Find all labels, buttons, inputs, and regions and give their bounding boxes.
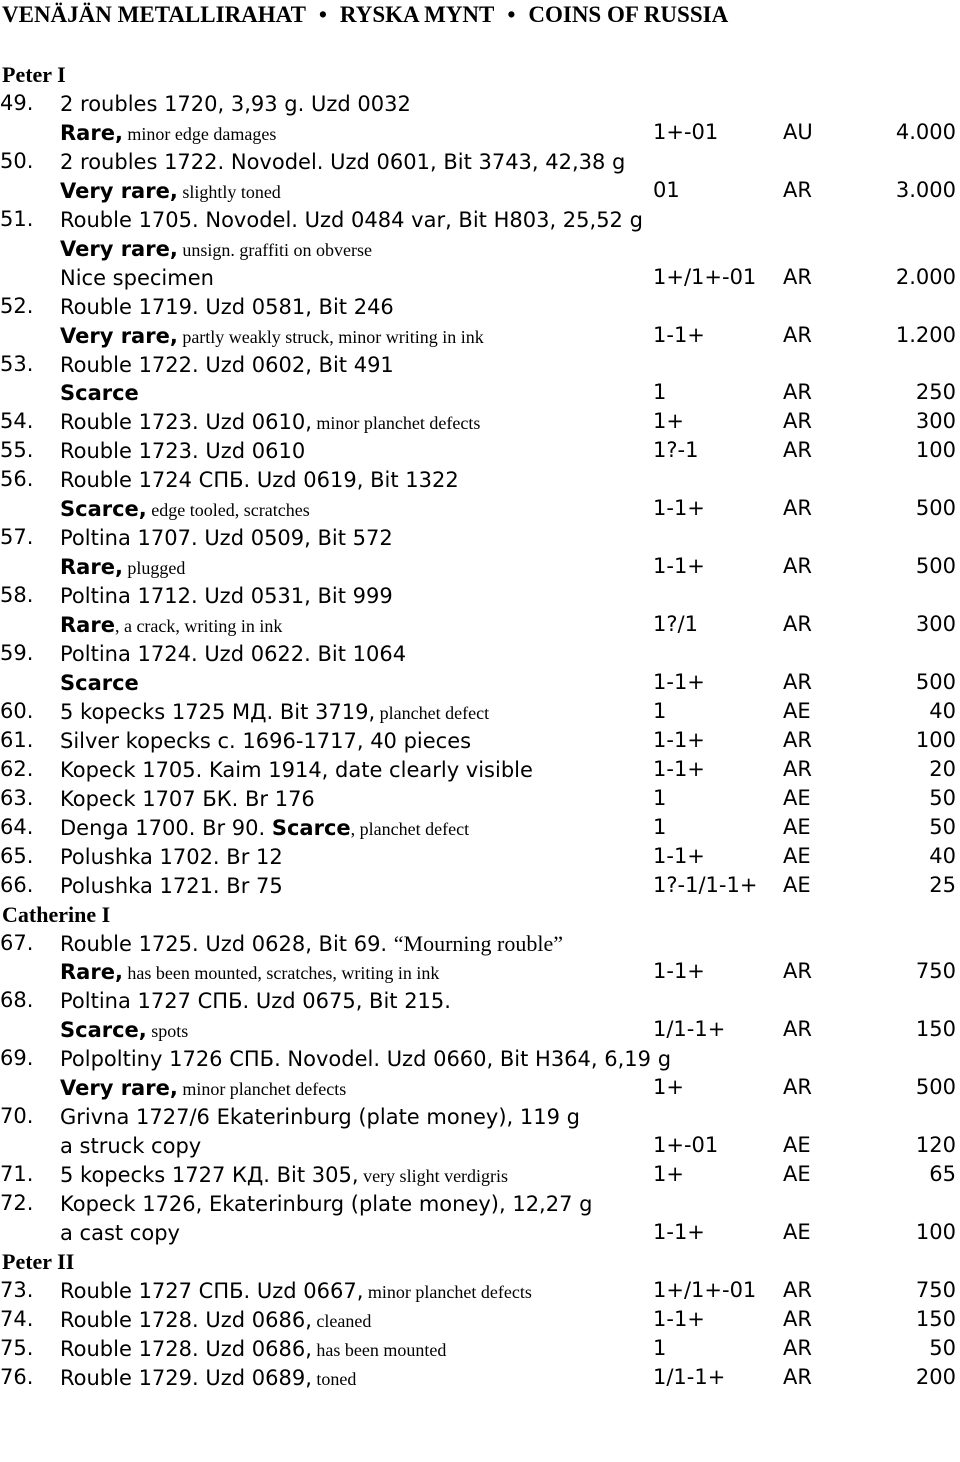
condition-note: edge tooled, scratches [146, 500, 310, 521]
lot-description [60, 407, 480, 438]
lot-metal: AR [783, 264, 812, 289]
lot-grade: 1-1+ [653, 756, 705, 781]
lot-description [60, 234, 372, 265]
lot-metal: AE [783, 872, 811, 897]
rarity-label: Scarce [271, 815, 351, 840]
lot-metal: AR [783, 177, 812, 202]
lot-row [0, 1363, 960, 1392]
lot-continuation-row [0, 494, 960, 523]
lot-number: 69. [0, 1046, 34, 1071]
lot-price: 40 [929, 698, 956, 723]
lot-description [60, 552, 185, 583]
lot-price: 250 [915, 380, 956, 405]
lot-number: 70. [0, 1104, 34, 1129]
lot-description [60, 1044, 671, 1074]
lot-description [60, 147, 625, 177]
lot-row [0, 1334, 960, 1363]
rarity-label: Rare, [60, 555, 123, 580]
lot-grade: 1-1+ [653, 496, 705, 521]
lot-price: 750 [915, 959, 956, 984]
lot-price: 750 [915, 1277, 956, 1302]
lot-number: 54. [0, 409, 34, 434]
lot-metal: AE [783, 698, 811, 723]
description-text: Rouble 1728. Uzd 0686, [60, 1336, 312, 1361]
description-text: Rouble 1727 СПБ. Uzd 0667, [60, 1278, 364, 1303]
description-text: Poltina 1724. Uzd 0622. Bit 1064 [60, 642, 407, 666]
lot-description [60, 957, 439, 988]
lot-grade: 1 [653, 814, 667, 839]
lot-continuation-row [0, 957, 960, 986]
description-text: Poltina 1712. Uzd 0531, Bit 999 [60, 584, 393, 609]
lot-price: 65 [929, 1162, 956, 1187]
lot-price: 500 [915, 1075, 956, 1100]
lot-continuation-row [0, 321, 960, 350]
lot-description [60, 1160, 508, 1191]
lot-metal: AE [783, 843, 811, 868]
lot-continuation-row [0, 234, 960, 263]
lot-description [60, 1073, 346, 1104]
lot-metal: AR [783, 756, 812, 781]
lot-row [0, 813, 960, 842]
lot-number: 56. [0, 467, 34, 492]
lot-grade: 01 [653, 177, 680, 202]
lot-grade: 1-1+ [653, 554, 705, 579]
section-heading [0, 60, 960, 89]
lot-metal: AE [783, 814, 811, 839]
lot-price: 500 [915, 554, 956, 579]
lot-price: 4.000 [895, 119, 956, 144]
lot-grade: 1-1+ [653, 727, 705, 752]
lot-price: 500 [915, 496, 956, 521]
lot-description [60, 378, 139, 408]
condition-note: has been mounted [311, 1339, 447, 1360]
description-text: Rouble 1724 СПБ. Uzd 0619, Bit 1322 [60, 468, 459, 493]
section-title: Peter I [2, 62, 66, 87]
lot-price: 50 [929, 814, 956, 839]
lot-description [60, 1218, 180, 1248]
lot-description [60, 1102, 580, 1132]
lot-metal: AR [783, 1335, 812, 1360]
lot-number: 76. [0, 1364, 34, 1389]
lot-number: 66. [0, 872, 34, 897]
lot-number: 75. [0, 1335, 34, 1360]
lot-grade: 1-1+ [653, 669, 705, 694]
description-text: 2 roubles 1720, 3,93 g. Uzd 0032 [60, 91, 411, 116]
lot-number: 59. [0, 641, 34, 665]
rarity-label: Very rare, [60, 1076, 178, 1101]
lot-description [60, 842, 283, 872]
lot-row [0, 755, 960, 784]
lot-row [0, 871, 960, 900]
description-text: a struck copy [60, 1134, 202, 1159]
lot-description [60, 494, 310, 525]
condition-note: spots [146, 1021, 189, 1042]
lot-grade: 1 [653, 1335, 667, 1360]
lot-row [0, 1305, 960, 1334]
lot-row [0, 407, 960, 436]
lot-grade: 1 [653, 380, 667, 405]
condition-note: minor planchet defects [177, 1079, 347, 1100]
lot-price: 1.200 [895, 322, 956, 347]
lot-price: 50 [929, 785, 956, 810]
section-heading [0, 900, 960, 929]
lot-number: 72. [0, 1191, 34, 1216]
rarity-label: Scarce [60, 670, 139, 695]
section-title: Peter II [2, 1248, 75, 1274]
description-text: Kopeck 1707 БК. Br 176 [60, 786, 315, 811]
lot-description [60, 523, 393, 553]
description-text: Rouble 1728. Uzd 0686, [60, 1307, 312, 1332]
lot-description [60, 697, 489, 728]
lot-row [0, 986, 960, 1015]
lot-description [60, 89, 411, 119]
lot-description [60, 321, 484, 352]
lot-price: 50 [929, 1335, 956, 1360]
lot-metal: AR [783, 438, 812, 463]
section-title: Catherine I [2, 901, 111, 927]
description-text: Rouble 1723. Uzd 0610, [60, 410, 312, 435]
lot-row [0, 350, 960, 379]
lot-continuation-row [0, 1218, 960, 1247]
lot-metal: AR [783, 1364, 812, 1389]
lot-number: 62. [0, 756, 34, 781]
description-text: Rouble 1725. Uzd 0628, Bit 69. [60, 931, 394, 956]
condition-note: partly weakly struck, minor writing in ink [177, 326, 484, 347]
title-separator: • [507, 2, 516, 27]
lot-price: 100 [915, 438, 956, 463]
lot-continuation-row [0, 378, 960, 407]
lot-description [60, 929, 563, 959]
lot-grade: 1+ [653, 409, 684, 434]
description-text: Kopeck 1705. Kaim 1914, date clearly visible [60, 757, 533, 782]
lot-metal: AR [783, 1306, 812, 1331]
section-heading [0, 1247, 960, 1276]
description-text: Polushka 1702. Br 12 [60, 844, 283, 869]
lot-number: 57. [0, 525, 34, 550]
lot-metal: AE [783, 1133, 811, 1158]
description-text: Polushka 1721. Br 75 [60, 873, 283, 898]
lot-description [60, 755, 533, 785]
lot-row [0, 292, 960, 321]
description-text: 2 roubles 1722. Novodel. Uzd 0601, Bit 3743, 42,38 g [60, 149, 626, 174]
lot-price: 150 [915, 1017, 956, 1042]
lot-number: 61. [0, 727, 34, 752]
lot-row [0, 842, 960, 871]
lot-grade: 1-1+ [653, 843, 705, 868]
rarity-label: Scarce [60, 381, 139, 406]
lot-row [0, 465, 960, 494]
description-text: Rouble 1719. Uzd 0581, Bit 246 [60, 294, 394, 319]
lot-metal: AE [783, 1162, 811, 1187]
condition-note: minor planchet defects [311, 413, 481, 434]
lot-metal: AR [783, 1277, 812, 1302]
lot-price: 3.000 [895, 177, 956, 202]
rarity-label: Rare, [60, 960, 123, 985]
description-text: 5 kopecks 1725 МД. Bit 3719, [60, 699, 376, 724]
lot-row [0, 89, 960, 118]
lot-grade: 1/1-1+ [653, 1364, 726, 1389]
lot-description [60, 1334, 446, 1365]
lot-number: 53. [0, 351, 34, 376]
rarity-label: Very rare, [60, 323, 178, 348]
lot-row [0, 697, 960, 726]
lot-number: 71. [0, 1162, 34, 1187]
lot-grade: 1+-01 [653, 119, 719, 144]
description-text: “Mourning rouble” [393, 930, 564, 956]
description-text: Rouble 1722. Uzd 0602, Bit 491 [60, 352, 394, 377]
lot-description [60, 610, 282, 641]
condition-note: , planchet defect [350, 818, 470, 839]
lot-row [0, 726, 960, 755]
description-text: Nice specimen [60, 265, 214, 290]
title-part: RYSKA MYNT [339, 2, 495, 27]
description-text: Denga 1700. Br 90. [60, 815, 272, 840]
lot-description [60, 784, 315, 814]
lot-metal: AR [783, 669, 812, 694]
condition-note: has been mounted, scratches, writing in ink [122, 963, 440, 984]
lot-grade: 1 [653, 785, 667, 810]
lot-row [0, 147, 960, 176]
lot-number: 63. [0, 785, 34, 810]
lot-number: 74. [0, 1306, 34, 1331]
lot-row [0, 1044, 960, 1073]
lot-metal: AR [783, 727, 812, 752]
lot-grade: 1-1+ [653, 1220, 705, 1244]
lot-description [60, 176, 281, 207]
lot-price: 100 [915, 727, 956, 752]
description-text: Silver kopecks c. 1696-1717, 40 pieces [60, 728, 472, 753]
lot-continuation-row [0, 668, 960, 697]
description-text: Rouble 1705. Novodel. Uzd 0484 var, Bit H803, 25,52 g [60, 207, 643, 232]
lot-number: 50. [0, 148, 34, 173]
lot-price: 150 [915, 1306, 956, 1331]
lot-row [0, 436, 960, 465]
lot-grade: 1-1+ [653, 959, 705, 984]
description-text: Rouble 1723. Uzd 0610 [60, 439, 306, 464]
lot-continuation-row [0, 552, 960, 581]
lot-description [60, 1015, 188, 1046]
lot-price: 100 [915, 1220, 956, 1244]
lot-description [60, 292, 394, 322]
lot-row [0, 1189, 960, 1218]
title-separator: • [318, 2, 327, 27]
description-text: Poltina 1707. Uzd 0509, Bit 572 [60, 526, 393, 551]
description-text: Polpoltiny 1726 СПБ. Novodel. Uzd 0660, Bit H364, 6,19 g [60, 1047, 672, 1072]
condition-note: planchet defect [375, 702, 490, 723]
condition-note: minor edge damages [122, 123, 277, 144]
description-text: a cast copy [60, 1221, 180, 1245]
lot-description [60, 726, 471, 756]
rarity-label: Very rare, [60, 236, 178, 261]
lot-grade: 1+/1+-01 [653, 1277, 757, 1302]
lot-row [0, 1276, 960, 1305]
lot-grade: 1-1+ [653, 1306, 705, 1331]
lot-grade: 1-1+ [653, 322, 705, 347]
lot-row [0, 1102, 960, 1131]
lot-continuation-row [0, 1131, 960, 1160]
lot-number: 64. [0, 814, 34, 839]
lot-description [60, 813, 469, 844]
lot-row [0, 1160, 960, 1189]
lot-continuation-row [0, 118, 960, 147]
lot-grade: 1?-1/1-1+ [653, 872, 758, 897]
lot-metal: AE [783, 785, 811, 810]
lot-description [60, 118, 276, 149]
lot-number: 58. [0, 583, 34, 608]
lot-description [60, 1189, 592, 1219]
lot-metal: AR [783, 380, 812, 405]
condition-note: cleaned [311, 1310, 372, 1331]
rarity-label: Very rare, [60, 178, 178, 203]
title-part: VENÄJÄN METALLIRAHAT [2, 2, 306, 27]
rarity-label: Rare, [60, 120, 123, 145]
lot-row [0, 523, 960, 552]
condition-note: plugged [122, 558, 186, 579]
description-text: Grivna 1727/6 Ekaterinburg (plate money), 119 g [60, 1105, 580, 1130]
lot-continuation-row [0, 263, 960, 292]
lot-price: 500 [915, 669, 956, 694]
condition-note: , a crack, writing in ink [114, 616, 283, 637]
lot-grade: 1+/1+-01 [653, 264, 757, 289]
rarity-label: Rare [60, 613, 115, 638]
lot-price: 40 [929, 843, 956, 868]
lot-description [60, 1276, 532, 1307]
lot-number: 51. [0, 206, 34, 231]
lot-grade: 1?-1 [653, 438, 699, 463]
lot-row [0, 929, 960, 958]
lot-description [60, 986, 451, 1016]
lot-description [60, 465, 459, 495]
condition-note: very slight verdigris [358, 1166, 509, 1187]
lot-description [60, 639, 406, 669]
description-text: Poltina 1727 СПБ. Uzd 0675, Bit 215. [60, 989, 451, 1014]
condition-note: toned [311, 1368, 357, 1389]
lot-continuation-row [0, 1073, 960, 1102]
rarity-label: Scarce, [60, 1018, 147, 1043]
lot-description [60, 350, 394, 380]
lot-number: 52. [0, 293, 34, 318]
lot-metal: AR [783, 554, 812, 579]
lot-metal: AR [783, 1075, 812, 1100]
lot-row [0, 639, 960, 668]
lot-row [0, 784, 960, 813]
lot-row [0, 581, 960, 610]
lot-metal: AR [783, 959, 812, 984]
lot-price: 20 [929, 756, 956, 781]
lot-metal: AR [783, 409, 812, 434]
lot-metal: AR [783, 496, 812, 521]
lot-grade: 1/1-1+ [653, 1017, 726, 1042]
lot-description [60, 668, 139, 698]
lot-grade: 1+ [653, 1075, 684, 1100]
lot-grade: 1+ [653, 1162, 684, 1187]
description-text: Rouble 1729. Uzd 0689, [60, 1365, 312, 1390]
lot-metal: AE [783, 1220, 811, 1244]
description-text: Kopeck 1726, Ekaterinburg (plate money), 12,27 g [60, 1192, 593, 1217]
lot-number: 60. [0, 698, 34, 723]
lot-number: 65. [0, 843, 34, 868]
condition-note: unsign. graffiti on obverse [177, 239, 372, 260]
lot-metal: AR [783, 322, 812, 347]
lot-price: 120 [915, 1133, 956, 1158]
lot-number: 73. [0, 1277, 34, 1302]
lot-description [60, 205, 643, 235]
lot-description [60, 1305, 371, 1336]
lot-number: 49. [0, 90, 34, 115]
lot-metal: AR [783, 1017, 812, 1042]
lot-number: 55. [0, 438, 34, 463]
lot-grade: 1+-01 [653, 1133, 719, 1158]
title-part: COINS OF RUSSIA [528, 2, 729, 27]
lot-price: 300 [915, 409, 956, 434]
lot-grade: 1 [653, 698, 667, 723]
lot-metal: AU [783, 119, 813, 144]
lot-description [60, 436, 305, 466]
lot-row [0, 205, 960, 234]
lot-grade: 1?/1 [653, 612, 698, 637]
lot-description [60, 1131, 201, 1161]
lot-description [60, 1363, 356, 1394]
lot-number: 67. [0, 930, 34, 955]
lot-price: 200 [915, 1364, 956, 1389]
lot-continuation-row [0, 610, 960, 639]
lot-description [60, 263, 214, 293]
lot-number: 68. [0, 988, 34, 1013]
lot-price: 300 [915, 612, 956, 637]
lot-metal: AR [783, 612, 812, 637]
lot-price: 25 [929, 872, 956, 897]
rarity-label: Scarce, [60, 497, 147, 522]
condition-note: slightly toned [177, 181, 281, 202]
description-text: 5 kopecks 1727 КД. Bit 305, [60, 1163, 359, 1188]
condition-note: minor planchet defects [363, 1281, 532, 1302]
lot-description [60, 871, 283, 901]
lot-continuation-row [0, 176, 960, 205]
lot-description [60, 581, 393, 611]
lot-price: 2.000 [895, 264, 956, 289]
lot-continuation-row [0, 1015, 960, 1044]
